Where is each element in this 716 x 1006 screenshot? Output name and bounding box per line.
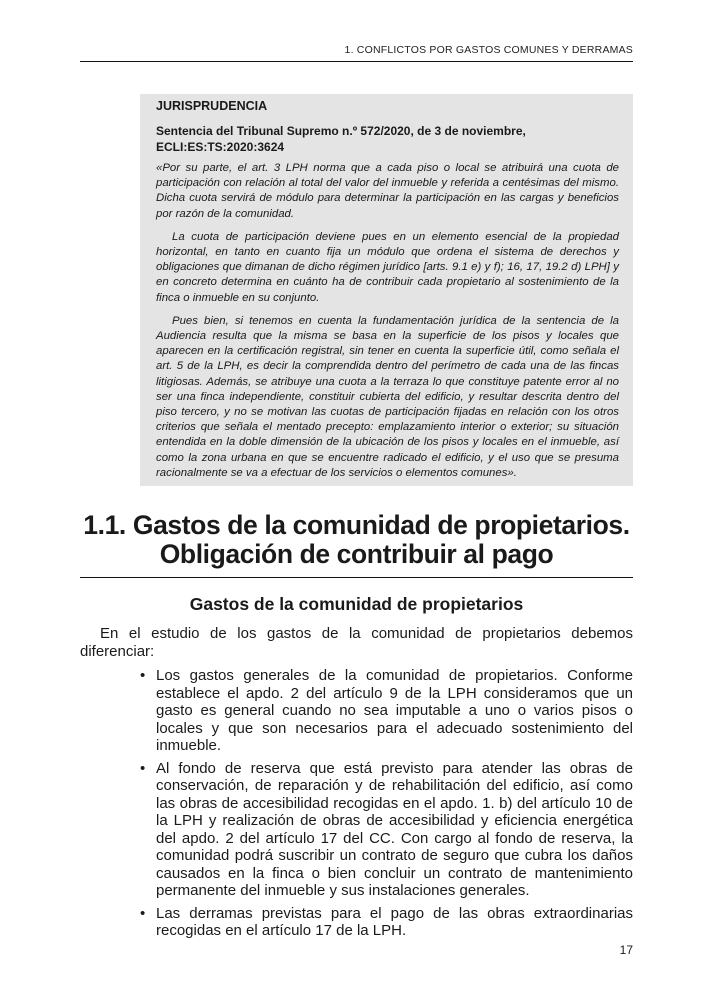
list-item xyxy=(140,760,633,900)
running-header: 1. CONFLICTOS POR GASTOS COMUNES Y DERRAMAS xyxy=(344,44,633,56)
jurisprudence-paragraph: Pues bien, si tenemos en cuenta la fundamentación jurídica de la sentencia de la Audiencia resulta que la misma se basa en la superficie de los pisos y locales que aparecen en la certificación registral, sin tener en cuenta la superficie útil, como señala el art. 5 de la LPH, es decir la comprendida dentro del perímetro de cada una de las fincas litigiosas. Además, se atribuye una cuota a la terraza lo que constituye patente error al no ser una finca independiente, constituir cubierta del edificio, y resultar descrita dentro del piso tercero, y no se motivan las cuotas de participación fijadas en relación con los otros criterios que señala el mentado precepto: emplazamiento interior o exterior; su situación entendida en la doble dimensión de la ubicación de los pisos y locales en el inmueble, así como la zona urbana en que se encuentre radicado el edificio, y el uso que se presuma racionalmente se va a efectuar de los servicios o elementos comunes». xyxy=(156,314,619,479)
page-number: 17 xyxy=(619,943,633,957)
section-title-line-1: 1.1. Gastos de la comunidad de propietarios. xyxy=(83,510,630,540)
list-item xyxy=(140,905,633,940)
list-item-text: Los gastos generales de la comunidad de propietarios. Conforme establece el apdo. 2 del artículo 9 de la LPH consideramos que un gasto es general cuando no sea imputable a uno o varios pisos o locales y que son necesarios para el adecuado sostenimiento del inmueble. xyxy=(156,667,633,754)
bullet-list xyxy=(140,667,633,945)
section-title-line-2: Obligación de contribuir al pago xyxy=(159,539,554,569)
jurisprudence-label: JURISPRUDENCIA xyxy=(156,99,268,113)
section-rule xyxy=(80,577,633,578)
jurisprudence-paragraph: «Por su parte, el art. 3 LPH norma que a cada piso o local se atribuirá una cuota de participación con relación al total del valor del inmueble y referida a centésimas del mismo. Dicha cuota servirá de módulo para determinar la participación en las cargas y beneficios por razón de la comunidad. xyxy=(156,162,619,220)
list-item-text: Al fondo de reserva que está previsto para atender las obras de conservación, de reparación y de rehabilitación del edificio, así como las obras de accesibilidad recogidas en el apdo. 1. b) del artículo 10 de la LPH y realización de obras de accesibilidad y eficiencia energética del apdo. 2 del artículo 17 del CC. Con cargo al fondo de reserva, la comunidad podrá suscribir un contrato de seguro que cubra los daños causados en la finca o bien concluir un contrato de mantenimiento permanente del inmueble y sus instalaciones generales. xyxy=(156,759,633,899)
jurisprudence-paragraph: La cuota de participación deviene pues en un elemento esencial de la propiedad horizontal, en tanto en cuanto fija un módulo que ordena el sistema de derechos y obligaciones que dimanan de dicho régimen jurídico [arts. 9.1 e) y f); 16, 17, 19.2 d) LPH] y en concreto determina en cuánto ha de contribuir cada propietario al sostenimiento de la finca o inmueble en su conjunto. xyxy=(156,230,619,304)
list-item-text: Las derramas previstas para el pago de las obras extraordinarias recogidas en el artículo 17 de la LPH. xyxy=(156,904,633,939)
intro-paragraph: En el estudio de los gastos de la comunidad de propietarios debemos diferenciar: xyxy=(80,625,633,660)
bullet-icon: • xyxy=(140,667,146,684)
section-title xyxy=(80,511,633,569)
bullet-icon: • xyxy=(140,904,146,922)
header-rule xyxy=(80,61,633,62)
subsection-title: Gastos de la comunidad de propietarios xyxy=(189,594,524,614)
list-item xyxy=(140,667,633,755)
jurisprudence-citation: Sentencia del Tribunal Supremo n.º 572/2020, de 3 de noviembre, ECLI:ES:TS:2020:3624 xyxy=(156,124,526,154)
jurisprudence-box xyxy=(140,94,633,486)
bullet-icon: • xyxy=(140,759,146,777)
